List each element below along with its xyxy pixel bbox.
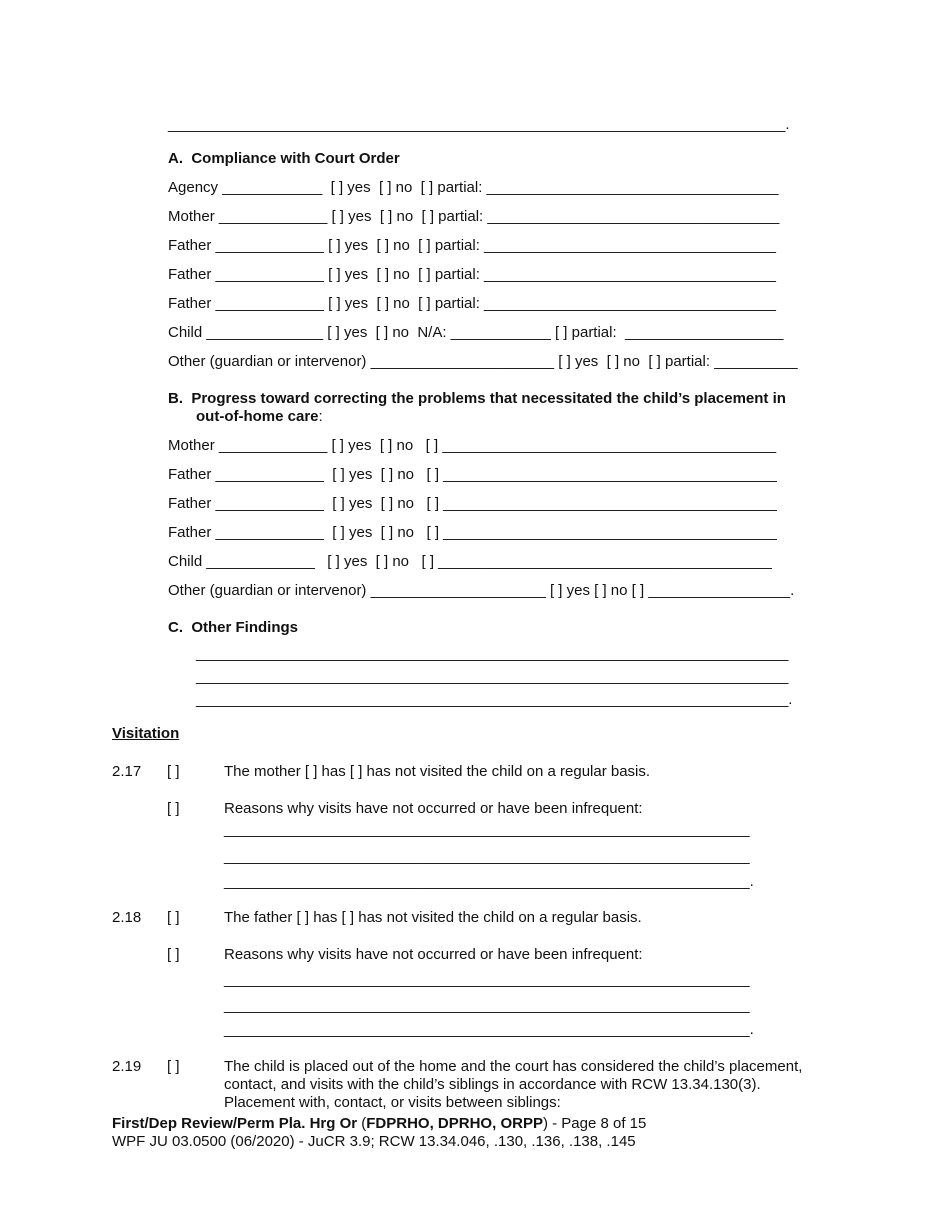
- footer-citation: WPF JU 03.0500 (06/2020) - JuCR 3.9; RCW 13.34.046, .130, .136, .138, .145: [112, 1133, 636, 1150]
- footer-title-paren: (: [357, 1115, 367, 1132]
- footer-title: [112, 1115, 646, 1133]
- item-checkbox[interactable]: [ ]: [167, 763, 180, 780]
- section-a-heading: A. Compliance with Court Order: [168, 150, 400, 167]
- item-checkbox[interactable]: [ ]: [167, 909, 180, 926]
- reasons-line[interactable]: _______________________________________________________________.: [224, 1021, 754, 1038]
- other-findings-line[interactable]: _______________________________________________________________________: [196, 645, 789, 662]
- reasons-checkbox[interactable]: [ ]: [167, 946, 180, 963]
- reasons-line[interactable]: _______________________________________________________________: [224, 971, 750, 988]
- footer-form-codes: FDPRHO, DPRHO, ORPP: [366, 1115, 543, 1132]
- section-b-heading-line2: [196, 408, 323, 426]
- item-number: 2.18: [112, 909, 142, 926]
- reasons-line[interactable]: _______________________________________________________________: [224, 997, 750, 1014]
- progress-row[interactable]: Mother _____________ [ ] yes [ ] no [ ] ________________________________________: [168, 437, 777, 454]
- item-checkbox[interactable]: [ ]: [167, 1058, 180, 1075]
- mother-visit-statement[interactable]: The mother [ ] has [ ] has not visited the child on a regular basis.: [224, 763, 651, 780]
- sibling-placement-text: The child is placed out of the home and the court has considered the child’s placement,: [224, 1058, 803, 1075]
- father-visit-statement[interactable]: The father [ ] has [ ] has not visited the child on a regular basis.: [224, 909, 642, 926]
- compliance-row[interactable]: Mother _____________ [ ] yes [ ] no [ ] partial: ___________________________________: [168, 208, 780, 225]
- reasons-label: Reasons why visits have not occurred or have been infrequent:: [224, 800, 643, 817]
- visitation-heading: Visitation: [112, 725, 180, 742]
- sibling-placement-text: Placement with, contact, or visits between siblings:: [224, 1094, 561, 1111]
- section-b-heading-bold: out-of-home care: [196, 408, 319, 425]
- reasons-line[interactable]: _______________________________________________________________.: [224, 873, 754, 890]
- reasons-line[interactable]: _______________________________________________________________: [224, 848, 750, 865]
- other-findings-line[interactable]: _______________________________________________________________________: [196, 668, 789, 685]
- progress-row[interactable]: Father _____________ [ ] yes [ ] no [ ] ________________________________________: [168, 495, 777, 512]
- top-fill-line: __________________________________________________________________________.: [168, 116, 790, 133]
- sibling-placement-text: contact, and visits with the child’s siblings in accordance with RCW 13.34.130(3).: [224, 1076, 761, 1093]
- compliance-row[interactable]: Father _____________ [ ] yes [ ] no [ ] partial: ___________________________________: [168, 266, 777, 283]
- compliance-row[interactable]: Child ______________ [ ] yes [ ] no N/A: ____________ [ ] partial: ___________________: [168, 324, 784, 341]
- reasons-label: Reasons why visits have not occurred or have been infrequent:: [224, 946, 643, 963]
- section-b-heading: B. Progress toward correcting the problems that necessitated the child’s placement in: [168, 390, 786, 407]
- footer-title-bold: First/Dep Review/Perm Pla. Hrg Or: [112, 1115, 358, 1132]
- compliance-row[interactable]: Father _____________ [ ] yes [ ] no [ ] partial: ___________________________________: [168, 295, 777, 312]
- footer-page-number: ) - Page 8 of 15: [542, 1115, 647, 1132]
- progress-row[interactable]: Other (guardian or intervenor) _____________________ [ ] yes [ ] no [ ] _________________.: [168, 582, 795, 599]
- section-c-heading: C. Other Findings: [168, 619, 298, 636]
- item-number: 2.17: [112, 763, 142, 780]
- progress-row[interactable]: Father _____________ [ ] yes [ ] no [ ] ________________________________________: [168, 466, 777, 483]
- other-findings-line[interactable]: _______________________________________________________________________.: [196, 691, 793, 708]
- item-number: 2.19: [112, 1058, 142, 1075]
- section-b-heading-colon: :: [318, 408, 323, 425]
- compliance-row[interactable]: Father _____________ [ ] yes [ ] no [ ] partial: ___________________________________: [168, 237, 777, 254]
- compliance-row[interactable]: Agency ____________ [ ] yes [ ] no [ ] partial: ___________________________________: [168, 179, 779, 196]
- progress-row[interactable]: Father _____________ [ ] yes [ ] no [ ] ________________________________________: [168, 524, 777, 541]
- progress-row[interactable]: Child _____________ [ ] yes [ ] no [ ] ________________________________________: [168, 553, 772, 570]
- compliance-row[interactable]: Other (guardian or intervenor) ______________________ [ ] yes [ ] no [ ] partial: __________: [168, 353, 798, 370]
- reasons-line[interactable]: _______________________________________________________________: [224, 821, 750, 838]
- reasons-checkbox[interactable]: [ ]: [167, 800, 180, 817]
